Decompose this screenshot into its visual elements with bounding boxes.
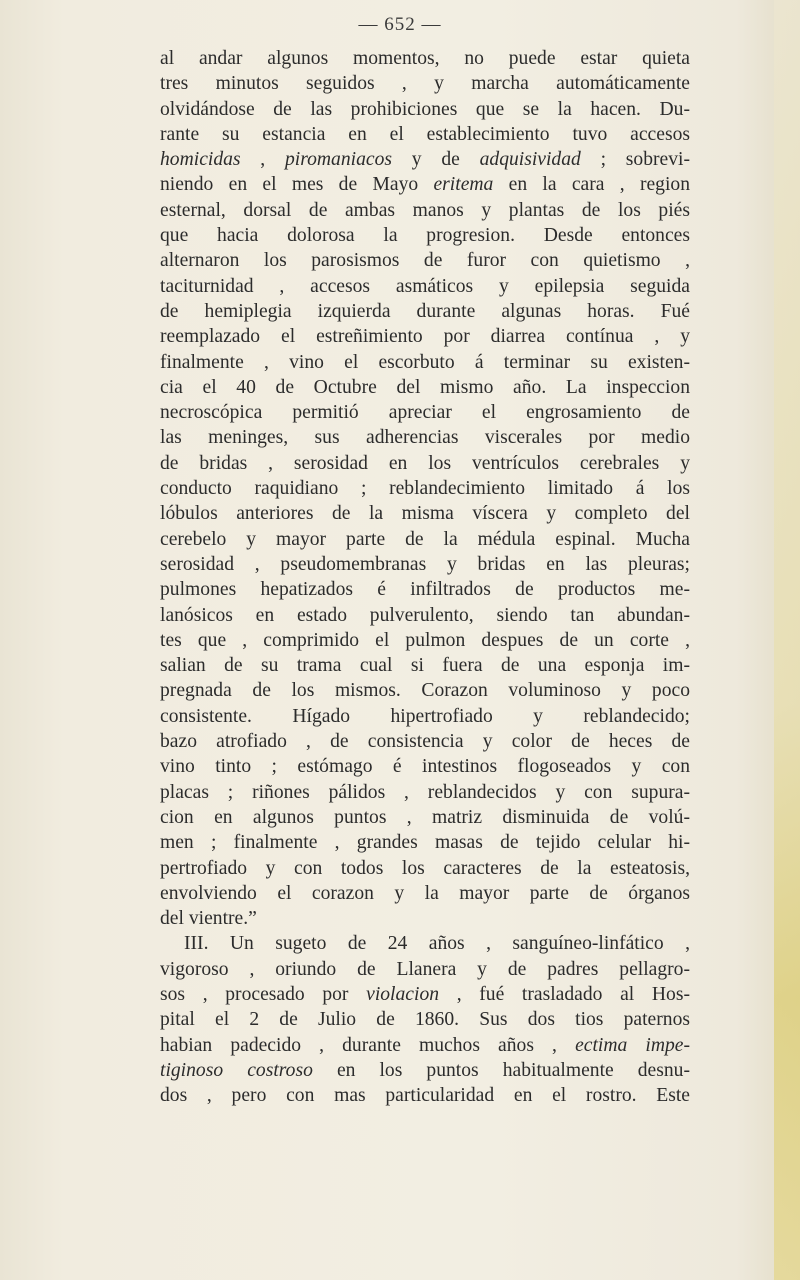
text-segment: taciturnidad , accesos asmáticos y epilepsia seguida bbox=[160, 275, 690, 297]
text-segment: serosidad , pseudomembranas y bridas en las pleuras; bbox=[160, 553, 690, 575]
text-line bbox=[160, 274, 690, 299]
text-segment: de hemiplegia izquierda durante algunas horas. Fué bbox=[160, 300, 690, 322]
text-line bbox=[160, 324, 690, 349]
text-segment: dos , pero con mas particularidad en el rostro. Este bbox=[160, 1085, 690, 1107]
text-line bbox=[160, 603, 690, 628]
page-edge-stain bbox=[774, 0, 800, 1280]
text-line bbox=[160, 830, 690, 855]
text-line bbox=[160, 678, 690, 703]
text-segment: cia el 40 de Octubre del mismo año. La inspeccion bbox=[160, 376, 690, 398]
text-line bbox=[160, 172, 690, 197]
text-segment: ; sobrevi- bbox=[580, 149, 690, 171]
text-segment: salian de su trama cual si fuera de una esponja im- bbox=[160, 655, 690, 677]
italic-text-segment: homicidas bbox=[160, 149, 241, 171]
body-text bbox=[160, 46, 690, 1108]
text-line bbox=[160, 476, 690, 501]
text-line bbox=[160, 982, 690, 1007]
text-segment: , bbox=[240, 149, 285, 171]
text-line bbox=[160, 628, 690, 653]
text-line bbox=[160, 780, 690, 805]
text-segment: habian padecido , durante muchos años , bbox=[160, 1034, 576, 1056]
text-segment: las meninges, sus adherencias viscerales por medio bbox=[160, 427, 690, 449]
text-segment: de bridas , serosidad en los ventrículos cerebrales y bbox=[160, 452, 690, 474]
text-line bbox=[160, 299, 690, 324]
text-line bbox=[160, 906, 690, 931]
text-segment: que hacia dolorosa la progresion. Desde entonces bbox=[160, 225, 690, 247]
text-segment: alternaron los parosismos de furor con quietismo , bbox=[160, 250, 690, 272]
text-line bbox=[160, 957, 690, 982]
text-line bbox=[160, 754, 690, 779]
text-line bbox=[160, 71, 690, 96]
text-line bbox=[160, 198, 690, 223]
text-segment: y de bbox=[392, 149, 480, 171]
text-segment: tres minutos seguidos , y marcha automáticamente bbox=[160, 73, 690, 95]
text-segment: pital el 2 de Julio de 1860. Sus dos tios paternos bbox=[160, 1009, 690, 1031]
page-number: — 652 — bbox=[358, 14, 442, 35]
italic-text-segment: ectima impe- bbox=[575, 1034, 690, 1056]
italic-text-segment: adquisividad bbox=[479, 149, 581, 171]
text-segment: vino tinto ; estómago é intestinos flogoseados y con bbox=[160, 756, 690, 778]
text-line bbox=[160, 248, 690, 273]
text-line bbox=[160, 501, 690, 526]
text-line bbox=[160, 1083, 690, 1108]
text-segment: men ; finalmente , grandes masas de tejido celular hi- bbox=[160, 832, 690, 854]
text-line bbox=[160, 46, 690, 71]
text-segment: , fué trasladado al Hos- bbox=[439, 983, 690, 1005]
text-segment: esternal, dorsal de ambas manos y plantas de los piés bbox=[160, 199, 690, 221]
text-segment: niendo en el mes de Mayo bbox=[160, 174, 434, 196]
text-segment: III. Un sugeto de 24 años , sanguíneo-linfático , bbox=[184, 933, 690, 955]
text-line bbox=[160, 1033, 690, 1058]
text-segment: pertrofiado y con todos los caracteres de la esteatosis, bbox=[160, 857, 690, 879]
text-line bbox=[160, 653, 690, 678]
text-segment: vigoroso , oriundo de Llanera y de padres pellagro- bbox=[160, 958, 690, 980]
text-segment: envolviendo el corazon y la mayor parte de órganos bbox=[160, 882, 690, 904]
text-segment: tes que , comprimido el pulmon despues de un corte , bbox=[160, 629, 690, 651]
text-segment: reemplazado el estreñimiento por diarrea contínua , y bbox=[160, 326, 690, 348]
text-segment: necroscópica permitió apreciar el engrosamiento de bbox=[160, 402, 690, 424]
text-segment: olvidándose de las prohibiciones que se la hacen. Du- bbox=[160, 98, 690, 120]
text-line bbox=[160, 400, 690, 425]
text-line bbox=[160, 350, 690, 375]
italic-text-segment: eritema bbox=[433, 174, 494, 196]
text-segment: sos , procesado por bbox=[160, 983, 367, 1005]
text-segment: pregnada de los mismos. Corazon voluminoso y poco bbox=[160, 680, 690, 702]
text-line bbox=[160, 375, 690, 400]
text-line bbox=[160, 729, 690, 754]
text-line bbox=[160, 931, 690, 956]
text-segment: cion en algunos puntos , matriz disminuida de volú- bbox=[160, 806, 690, 828]
text-line bbox=[160, 552, 690, 577]
text-line bbox=[160, 577, 690, 602]
text-line bbox=[160, 1058, 690, 1083]
text-line bbox=[160, 527, 690, 552]
text-line bbox=[160, 425, 690, 450]
text-segment: conducto raquidiano ; reblandecimiento limitado á los bbox=[160, 478, 690, 500]
text-segment: en la cara , region bbox=[493, 174, 690, 196]
text-segment: lanósicos en estado pulverulento, siendo tan abundan- bbox=[160, 604, 690, 626]
text-line bbox=[160, 856, 690, 881]
text-line bbox=[160, 881, 690, 906]
text-line bbox=[160, 147, 690, 172]
text-line bbox=[160, 805, 690, 830]
text-segment: rante su estancia en el establecimiento tuvo accesos bbox=[160, 123, 690, 145]
text-segment: consistente. Hígado hipertrofiado y reblandecido; bbox=[160, 705, 690, 727]
text-line bbox=[160, 704, 690, 729]
text-line bbox=[160, 122, 690, 147]
text-segment: cerebelo y mayor parte de la médula espinal. Mucha bbox=[160, 528, 690, 550]
italic-text-segment: tiginoso costroso bbox=[160, 1059, 313, 1081]
text-segment: lóbulos anteriores de la misma víscera y completo del bbox=[160, 503, 690, 525]
text-line bbox=[160, 1007, 690, 1032]
text-line bbox=[160, 451, 690, 476]
text-segment: placas ; riñones pálidos , reblandecidos y con supura- bbox=[160, 781, 690, 803]
text-segment: al andar algunos momentos, no puede estar quieta bbox=[160, 48, 690, 69]
italic-text-segment: violacion bbox=[366, 983, 440, 1005]
text-segment: finalmente , vino el escorbuto á terminar su existen- bbox=[160, 351, 690, 373]
text-segment: en los puntos habitualmente desnu- bbox=[312, 1059, 690, 1081]
text-segment: bazo atrofiado , de consistencia y color de heces de bbox=[160, 731, 690, 753]
text-line bbox=[160, 223, 690, 248]
text-segment: del vientre.” bbox=[160, 908, 257, 930]
italic-text-segment: piromaniacos bbox=[284, 149, 393, 171]
text-line bbox=[160, 97, 690, 122]
text-segment: pulmones hepatizados é infiltrados de productos me- bbox=[160, 579, 690, 601]
